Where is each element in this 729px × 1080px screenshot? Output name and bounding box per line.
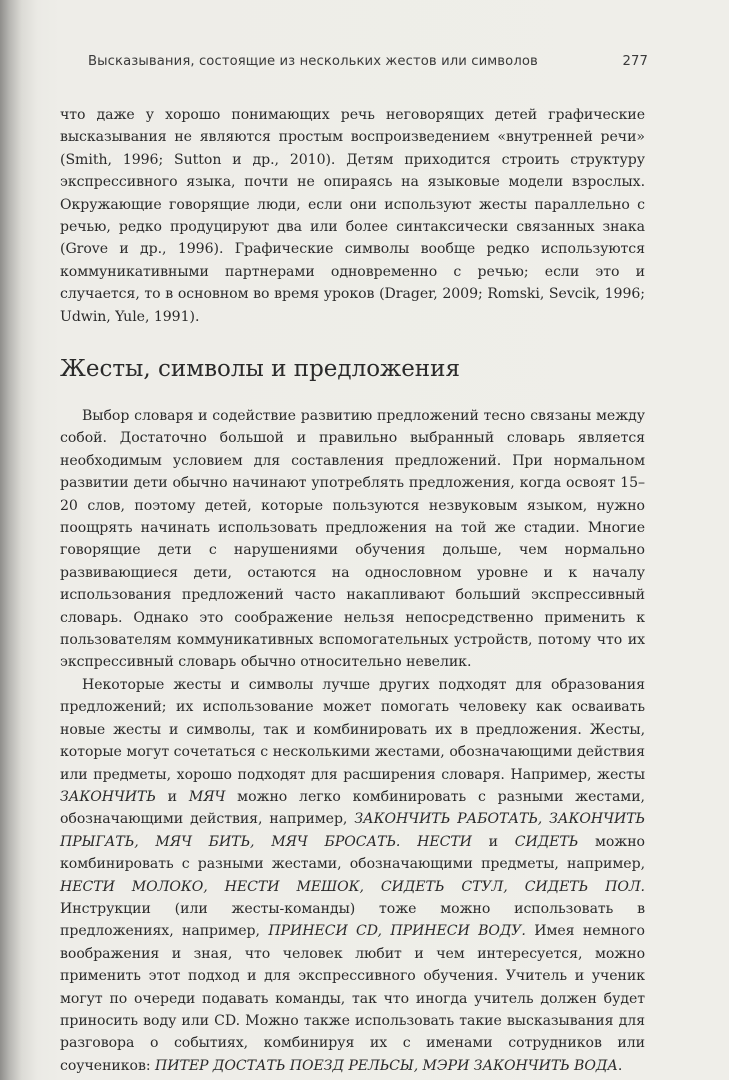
text-run: Имея немного воображения и зная, что человек любит и чем интересуется, можно применить этот подход и для экспрессивного обучения. Учитель и ученик могут по очереди подавать команды, так что иногда учитель должен будет приносить воду или CD. Можно также использовать такие высказывания для разговора о событиях, комбинируя их с именами сотрудников или соучеников:	[60, 923, 645, 1074]
section-body	[60, 405, 645, 1077]
body-paragraph-1: Выбор словаря и содействие развитию предложений тесно связаны между собой. Достаточно большой и правильно выбранный словарь является необходимым условием для составления предложений. При нормальном развитии дети обычно начинают употреблять предложения, когда освоят 15–20 слов, поэтому детей, которые пользуются незвуковым языком, нужно поощрять начинать использовать предложения на той же стадии. Многие говорящие дети с нарушениями обучения дольше, чем нормально развивающиеся дети, остаются на однословном уровне и к началу использования предложений часто накапливают больший экспрессивный словарь. Однако это соображение нельзя непосредственно применить к пользователям коммуникативных вспомогательных устройств, потому что их экспрессивный словарь обычно относительно невелик.	[60, 408, 645, 671]
italic-run: ПИТЕР ДОСТАТЬ ПОЕЗД РЕЛЬСЫ, МЭРИ ЗАКОНЧИТЬ ВОДА	[154, 1057, 618, 1074]
text-run: можно легко комбинировать с разными жестами, обозначающими действия, например,	[60, 788, 645, 828]
italic-run: МЯЧ	[188, 788, 226, 805]
section-heading: Жесты, символы и предложения	[60, 356, 460, 382]
text-run: .	[617, 1057, 623, 1074]
italic-run: ПРИНЕСИ CD, ПРИНЕСИ ВОДУ.	[268, 923, 526, 940]
text-run: и	[155, 788, 189, 805]
continuation-paragraph: что даже у хорошо понимающих речь неговорящих детей графические высказывания не являются простым воспроизведением «внутренней речи» (Smith, 1996; Sutton и др., 2010). Детям приходится строить структуру экспрессивного языка, почти не опираясь на языковые модели взрослых. Окружающие говорящие люди, если они используют жесты параллельно с речью, редко продуцируют два или более синтаксически связанных знака (Grove и др., 1996). Графические символы вообще редко используются коммуникативными партнерами одновременно с речью; если это и случается, то в основном во время уроков (Drager, 2009; Romski, Sevcik, 1996; Udwin, Yule, 1991).	[60, 107, 645, 325]
text-run: Некоторые жесты и символы лучше других подходят для образования предложений; их использование может помогать человеку как осваивать новые жесты и символы, так и комбинировать их в предложения. Жесты, которые могут сочетаться с несколькими жестами, обозначающими действия или предметы, хорошо подходят для расширения словаря. Например, жесты	[60, 676, 645, 783]
text-run: и	[471, 833, 515, 850]
running-title: Высказывания, состоящие из нескольких жестов или символов	[88, 53, 538, 69]
page-number: 277	[622, 53, 648, 69]
top-text-block	[60, 104, 645, 328]
text-run: можно комбинировать с разными жестами, обозначающими предметы, например,	[60, 833, 645, 873]
running-head	[88, 46, 648, 76]
italic-run: СИДЕТЬ	[514, 833, 579, 850]
italic-run: НЕСТИ МОЛОКО, НЕСТИ МЕШОК, СИДЕТЬ СТУЛ, СИДЕТЬ ПОЛ.	[60, 878, 645, 895]
italic-run: ЗАКОНЧИТЬ РАБОТАТЬ, ЗАКОНЧИТЬ ПРЫГАТЬ, МЯЧ БИТЬ, МЯЧ БРОСАТЬ. НЕСТИ	[60, 811, 645, 850]
text-run: Инструкции (или жесты-команды) тоже можно использовать в предложениях, например,	[60, 900, 645, 940]
body-paragraph-2	[60, 674, 645, 1077]
italic-run: ЗАКОНЧИТЬ	[60, 788, 156, 805]
